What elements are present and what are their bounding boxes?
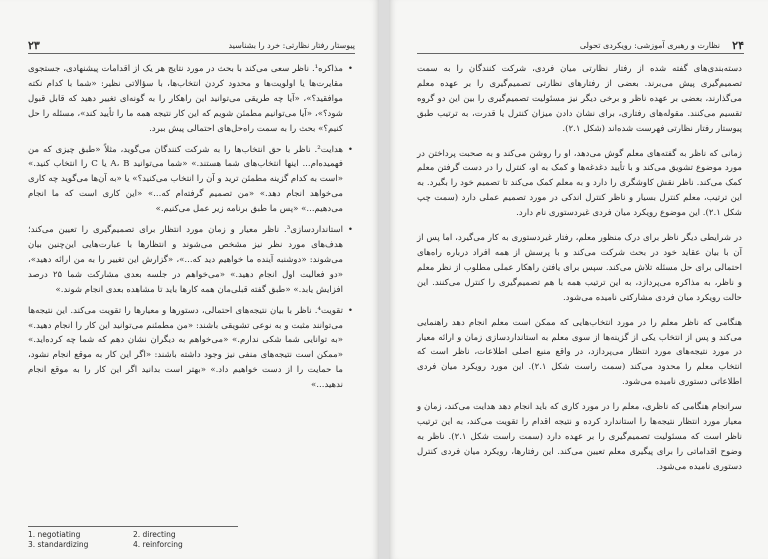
paragraph: زمانی که ناظر به گفته‌های معلم گوش می‌دهد، او را روشن می‌کند و به صحبت پرداختن در مورد موضوع تشویق می‌کند و با تأیید دغدغه‌ها و کمک به او، کنترل را در دست گرفتن معلم کمک می‌کند. ناظر نقش کاوشگری را دارد و به معلم کمک می‌کند تا تصمیم خود را بگیرد. به این ترتیب، معلم کنترل بسیار و ناظر کنترل اندکی در مورد تصمیم عملی دارد (سمت چپ شکل ۲.۱). این موضوع رویکرد میان فردی غیردستوری نام دارد. [417, 148, 742, 219]
bullet-standardizing: • استانداردسازی³. ناظر معیار و زمان مورد انتظار برای تصمیم‌گیری را تعیین می‌کند؛ هدف‌های مورد نظر نیز مشخص می‌شوند و انتظارها با عبارت‌هایی این‌چنین بیان می‌شوند: «دوشنبه آینده ما خواهیم دید که...»، «گزارش این تغییر را به من ارائه دهید»، «دو فعالیت اول انجام دهید.» «می‌خواهم در جلسه بعدی مشارکت شما ۲۵ درصد افزایش یابد.» «طبق گفته قبلی‌مان همه کارها باید تا مشاهده بعدی انجام شوند.» [28, 223, 343, 298]
running-head: نظارت و رهبری آموزشی: رویکردی تحولی [579, 41, 720, 50]
left-page [0, 0, 379, 559]
right-page-header [417, 39, 744, 54]
right-page-body [417, 62, 742, 485]
bullet-reinforcing: • تقویت⁴. ناظر با بیان نتیجه‌های احتمالی، دستورها و معیارها را تقویت می‌کند. این نتیجه‌ها می‌توانند مثبت و به نوعی تشویقی باشند: «من مطمئنم می‌توانید این کار را انجام دهید.» «به توانایی شما شکی ندارم.» «می‌خواهم به دیگران نشان دهم که شما چه کرده‌اید.» «ممکن است نتیجه‌های منفی نیز وجود داشته باشند: «اگر این کار به موقع انجام نشود، ما حمایت را از دست خواهیم داد.» «بهتر است بدانید اگر این کار را به موقع انجام ندهید...» [28, 304, 343, 393]
footnote: 4. reinforcing [133, 540, 183, 549]
paragraph: دسته‌بندی‌های گفته شده از رفتار نظارتی میان فردی، شرکت کنندگان را به سمت تصمیم‌گیری پیش می‌برند. بعضی از رفتارهای نظارتی تصمیم‌گیری را بر عهده معلم می‌گذارند، بعضی بر عهده ناظر و برخی دیگر نیز مسئولیت تصمیم‌گیری را بین این دو گروه تقسیم می‌کنند. مقوله‌های رفتاری، برای نشان دادن میزان کنترل یا قدرت، به ترتیب طبق پیوستار رفتار نظارتی فهرست شده‌اند (شکل ۲.۱). [417, 64, 742, 134]
footnote-row [28, 530, 238, 540]
paragraph: سرانجام هنگامی که ناظری، معلم را در مورد کاری که باید انجام دهد هدایت می‌کند، زمان و معیار مورد انتظار نتیجه‌ها را استاندارد کرده و نتیجه اقدام را تقویت می‌کند، به این ترتیب ناظر است که مسئولیت تصمیم‌گیری را بر عهده دارد (سمت راست شکل ۲.۱). ناظر به وضوح اقداماتی را برای پیگیری معلم تعیین می‌کند. این رفتارها، رویکرد میان فردی کنترل دستوری نامیده می‌شود. [417, 402, 743, 472]
footnotes [28, 526, 238, 550]
right-page [389, 0, 768, 559]
paragraph: در شرایطی دیگر ناظر برای درک منظور معلم، رفتار غیردستوری به کار می‌گیرد، اما پس از آن با بیان عقاید خود در بحث شرکت می‌کند و با پرسش از همه افراد درباره راه‌های احتمالی برای حل مسئله تلاش می‌کند. سپس برای یافتن راهکار عملی مطلوب از نظر معلم و ناظر، به مذاکره می‌پردازد، به این ترتیب همه با هم تصمیم‌گیری را کنترل می‌کنند. این حالت رویکرد میان فردی مشارکتی نامیده می‌شود. [417, 233, 742, 303]
bullet-negotiating: • مذاکره¹. ناظر سعی می‌کند با بحث در مورد نتایج هر یک از اقدامات پیشنهادی، جستجوی مقایرت‌ها یا اولویت‌ها و محدود کردن انتخاب‌ها، با سؤالاتی نظیر: «شما با کدام نکته موافقید؟»، «آیا چه طریقی می‌توانید این راهکار را به گونه‌ای تغییر دهید که قابل قبول شود؟»، «آیا می‌توانیم مطمئن شویم که این کار نتیجه همه ما را تأیید کند»، مسئله را حل کنیم؟» بحث را به سمت راه‌حل‌های احتمالی پیش ببرد. [28, 62, 343, 137]
paragraph: هنگامی که ناظر معلم را در مورد انتخاب‌هایی که ممکن است معلم انجام دهد راهنمایی می‌کند و پس از انتخاب یکی از گزینه‌ها از سوی معلم به استانداردسازی زمان و ارائه معیار در مورد نتیجه‌های مورد انتظار می‌پردازد، در واقع منبع اصلی اطلاعات، ناظر است که انتخاب معلم را محدود می‌کند (سمت راست شکل ۲.۱). این مورد رویکرد میان فردی اطلاعاتی دستوری نامیده می‌شود. [417, 317, 742, 388]
footnote-row [28, 540, 238, 550]
footnote: 2. directing [133, 530, 176, 539]
footnote: 3. standardizing [28, 540, 89, 549]
bullet-list [28, 62, 353, 393]
left-page-header [28, 39, 355, 54]
running-head: پیوستار رفتار نظارتی: خرد را بشناسید [228, 41, 355, 50]
left-page-body [28, 62, 353, 399]
book-gutter [379, 0, 389, 559]
page-number: ۲۴ [732, 39, 744, 52]
bullet-directing: • هدایت². ناظر با حق انتخاب‌ها را به شرکت کنندگان می‌گوید، مثلاً «طبق چیزی که من فهمیده‌ام... اینها انتخاب‌های شما هستند.» «شما می‌توانید A، B یا C را انتخاب کنید.» «است به کدام گزینه مطمئن ترید و آن را انتخاب می‌کنید؟» یا «به آن‌ها می‌گوید چه کاری می‌خواهد انجام دهد.» «من تصمیم گرفته‌ام که...» «این کاری است که ما انجام می‌دهیم...» «پس ما طبق برنامه زیر عمل می‌کنیم.» [28, 143, 343, 218]
footnote: 1. negotiating [28, 530, 81, 539]
page-number: ۲۳ [28, 39, 40, 52]
